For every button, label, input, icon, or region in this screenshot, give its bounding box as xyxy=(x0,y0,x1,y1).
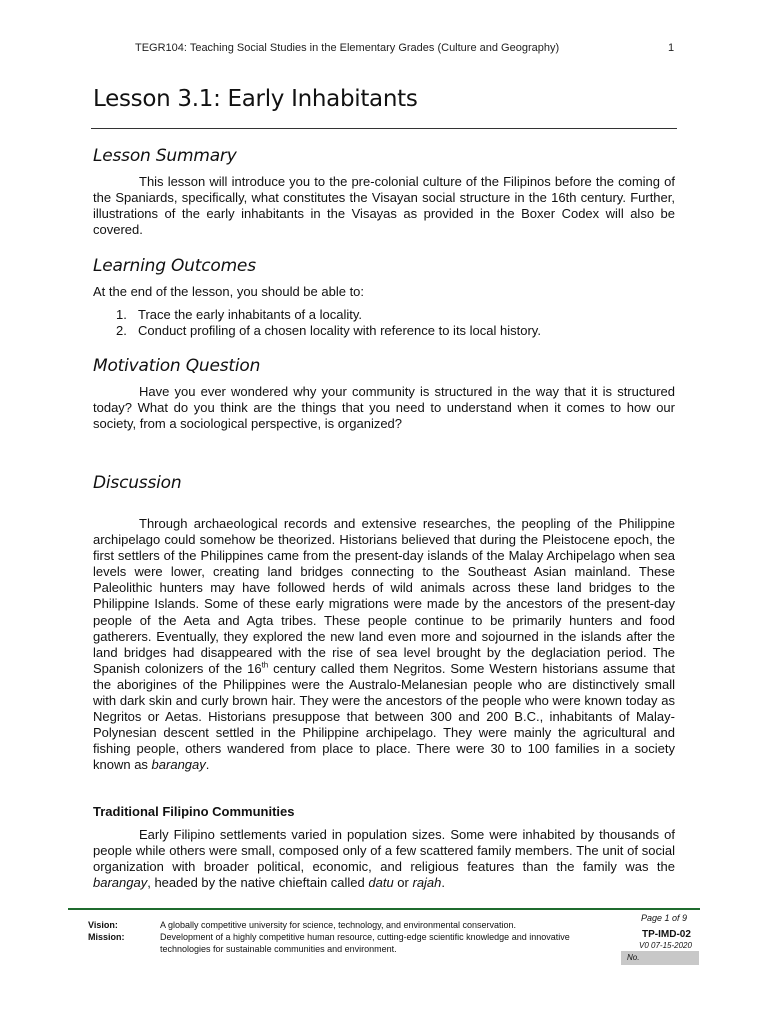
traditional-communities-subheading: Traditional Filipino Communities xyxy=(93,804,295,819)
motivation-question-heading: Motivation Question xyxy=(93,356,261,376)
term-rajah: rajah xyxy=(412,875,442,891)
outcome-number: 1. xyxy=(116,307,127,322)
running-header: TEGR104: Teaching Social Studies in the Elementary Grades (Culture and Geography) xyxy=(135,42,560,54)
discussion-text: . xyxy=(205,757,210,773)
document-code: TP-IMD-02 xyxy=(642,929,691,940)
discussion-text: Early Filipino settlements varied in population sizes. Some were inhabited by thousands of people while others were small, composed only of a few scattered family members. The unit of social organization with broader political, economic, and religious features than the family was the xyxy=(93,827,675,875)
lesson-summary-text: This lesson will introduce you to the pre-colonial culture of the Filipinos before the coming of the Spaniards, specifically, what constitutes the Visayan social structure in the 16th century. Further, illustrations of the early inhabitants in the Visayas as provided in the Boxer Codex will also be covered. xyxy=(93,174,675,238)
footer-divider xyxy=(68,908,700,910)
discussion-heading: Discussion xyxy=(93,473,182,493)
ordinal-suffix: th xyxy=(261,660,269,670)
discussion-text: or xyxy=(393,875,413,891)
term-barangay: barangay xyxy=(151,757,206,773)
vision-text: A globally competitive university for science, technology, and environmental conservation. xyxy=(160,920,517,930)
outcome-text: Trace the early inhabitants of a locality. xyxy=(138,307,363,322)
mission-text: Development of a highly competitive human resource, cutting-edge scientific knowledge and innovative technologies for sustainable communities and environment. xyxy=(160,932,570,954)
lesson-summary-heading: Lesson Summary xyxy=(93,146,237,166)
document-version: V0 07-15-2020 xyxy=(639,941,692,950)
outcome-item xyxy=(116,307,676,323)
term-barangay: barangay xyxy=(93,875,148,891)
control-number-box: No. xyxy=(621,951,699,965)
learning-outcomes-intro: At the end of the lesson, you should be able to: xyxy=(93,284,365,299)
mission-label: Mission: xyxy=(88,932,125,942)
footer-page-indicator: Page 1 of 9 xyxy=(641,913,688,923)
discussion-paragraph-2 xyxy=(93,827,675,891)
learning-outcomes-heading: Learning Outcomes xyxy=(93,256,256,276)
header-page-number: 1 xyxy=(668,42,675,54)
discussion-text: . xyxy=(441,875,446,891)
discussion-text: Through archaeological records and extensive researches, the peopling of the Philippine archipelago could somehow be theorized. Historians believed that during the Pleistocene epoch, the first settlers of the Philippines came from the present-day islands of the Malay Archipelago when sea levels were lower, creating land bridges connecting to the Southeast Asian mainland. These Paleolithic hunters may have followed herds of wild animals across these land bridges to the Philippine Islands. Some of these early migrations were made by the ancestors of the present-day people of the Aeta and Agta tribes. These people continue to be primarily hunters and food gatherers. Eventually, they explored the new land even more and sojourned in the islands after the land bridges had disappeared with the rise of sea level brought by the deglaciation period. The Spanish colonizers of the 16 xyxy=(93,516,675,676)
motivation-question-text: Have you ever wondered why your community is structured in the way that it is structured today? What do you think are the things that you need to understand when it comes to how our society, from a sociological perspective, is organized? xyxy=(93,384,675,432)
discussion-text: century called them Negritos. Some Western historians assume that the aborigines of the Philippines were the Australo-Melanesian people who are distinctively small with dark skin and curly brown hair. They were the ancestors of the people who were known today as Negritos or Aetas. Historians presuppose that between 300 and 200 B.C., inhabitants of Malay-Polynesian descent settled in the Philippine archipelago. They were mainly the agricultural and fishing people, others wandered from place to place. There were 30 to 100 families in a society known as xyxy=(93,660,675,773)
outcome-item xyxy=(116,323,676,339)
outcome-number: 2. xyxy=(116,322,127,338)
outcome-text: Conduct profiling of a chosen locality with reference to its local history. xyxy=(138,322,541,338)
discussion-paragraph-1 xyxy=(93,516,675,774)
discussion-text: , headed by the native chieftain called xyxy=(147,875,369,891)
term-datu: datu xyxy=(368,875,394,891)
lesson-title: Lesson 3.1: Early Inhabitants xyxy=(93,86,418,112)
title-divider xyxy=(91,128,677,129)
vision-label: Vision: xyxy=(88,920,118,930)
learning-outcomes-list xyxy=(116,307,676,338)
